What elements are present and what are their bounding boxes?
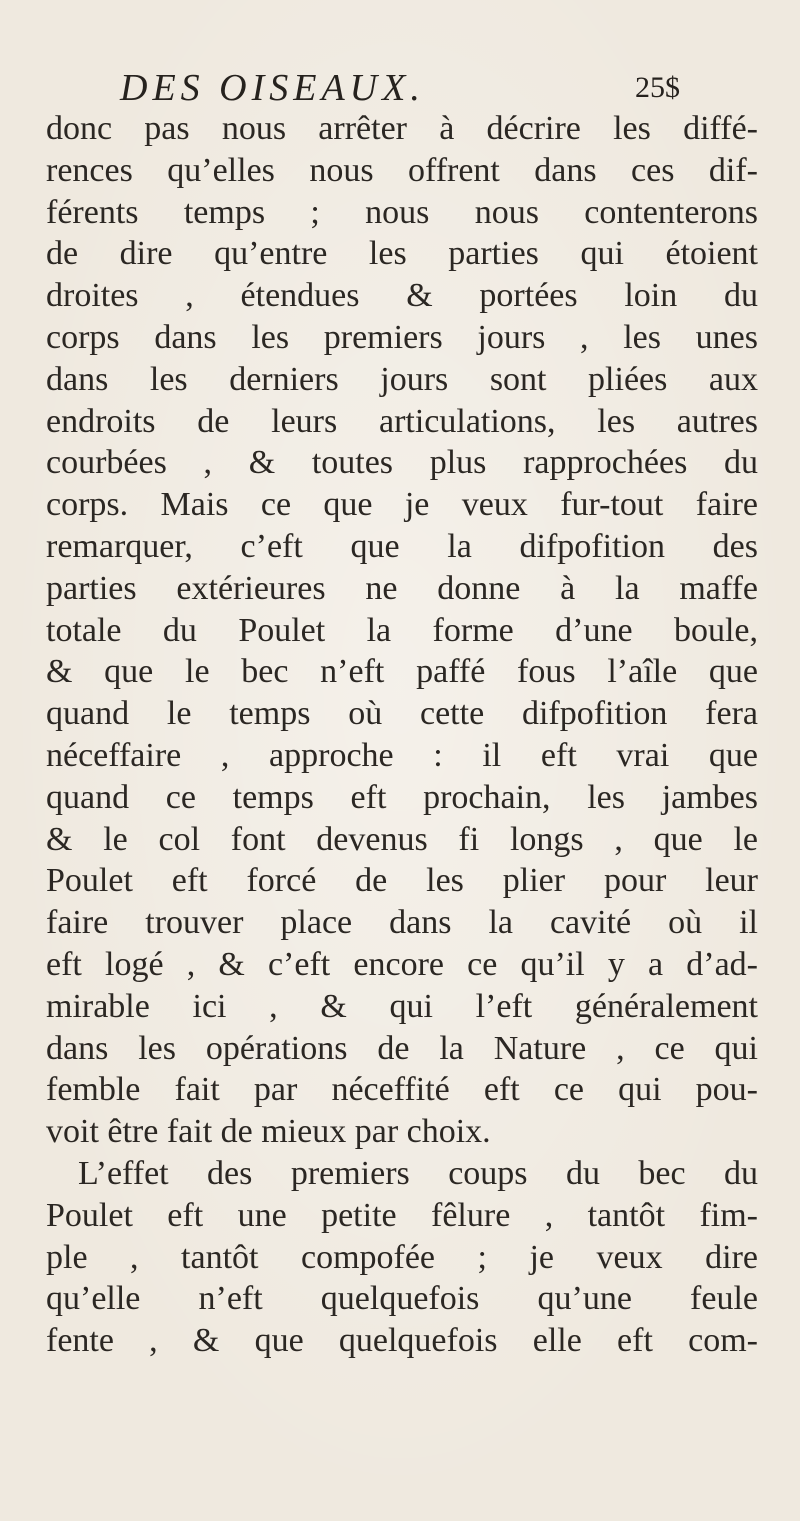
text-line: femble fait par néceffité eft ce qui pou- — [46, 1071, 758, 1109]
text-line: qu’elle n’eft quelquefois qu’une feule — [46, 1280, 758, 1318]
running-head-title: DES OISEAUX. — [120, 67, 425, 109]
text-line: voit être fait de mieux par choix. — [46, 1113, 491, 1151]
text-line: remarquer, c’eft que la difpofition des — [46, 527, 758, 565]
text-line: quand le temps où cette difpofition fera — [46, 695, 758, 733]
text-line: fente , & que quelquefois elle eft com- — [46, 1322, 758, 1360]
body-text — [46, 108, 758, 1362]
text-line: faire trouver place dans la cavité où il — [46, 904, 758, 942]
text-line: férents temps ; nous nous contenterons — [46, 193, 758, 231]
text-line: parties extérieures ne donne à la maffe — [46, 569, 758, 607]
text-line: Poulet eft une petite fêlure , tantôt fim- — [46, 1196, 758, 1234]
text-line: quand ce temps eft prochain, les jambes — [46, 778, 758, 816]
text-line: eft logé , & c’eft encore ce qu’il y a d’ad- — [46, 945, 758, 983]
text-line: néceffaire , approche : il eft vrai que — [46, 736, 758, 774]
text-line: droites , étendues & portées loin du — [46, 277, 758, 315]
text-line: & que le bec n’eft paffé fous l’aîle que — [46, 653, 758, 691]
text-line: donc pas nous arrêter à décrire les diffé- — [46, 110, 758, 147]
text-line: rences qu’elles nous offrent dans ces dif- — [46, 151, 758, 189]
text-line: corps dans les premiers jours , les unes — [46, 318, 758, 356]
text-line: dans les derniers jours sont pliées aux — [46, 360, 758, 398]
text-line: Poulet eft forcé de les plier pour leur — [46, 862, 758, 900]
page-number: 25$ — [635, 71, 680, 104]
text-line: L’effet des premiers coups du bec du — [78, 1154, 758, 1192]
text-line: de dire qu’entre les parties qui étoient — [46, 235, 758, 273]
text-line: dans les opérations de la Nature , ce qui — [46, 1029, 758, 1067]
running-head — [120, 66, 680, 110]
text-line: totale du Poulet la forme d’une boule, — [46, 611, 758, 649]
text-line: & le col font devenus fi longs , que le — [46, 820, 758, 858]
text-line: endroits de leurs articulations, les autres — [46, 402, 758, 440]
text-line: corps. Mais ce que je veux fur-tout faire — [46, 486, 758, 524]
text-line: mirable ici , & qui l’eft généralement — [46, 987, 758, 1025]
text-line: ple , tantôt compofée ; je veux dire — [46, 1238, 758, 1276]
text-line: courbées , & toutes plus rapprochées du — [46, 444, 758, 482]
